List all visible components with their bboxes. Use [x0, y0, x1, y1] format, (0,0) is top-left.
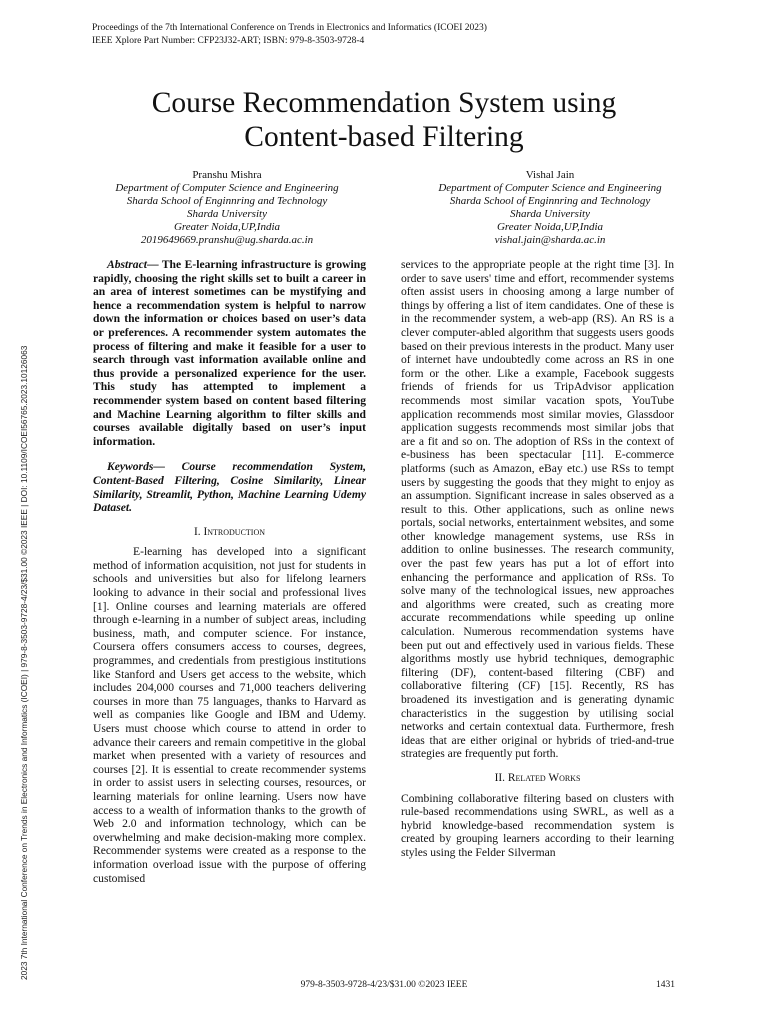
right-column: [401, 258, 674, 860]
conference-header: [92, 22, 487, 47]
author-univ: Sharda University: [510, 208, 590, 220]
introduction-continued: services to the appropriate people at the right time [3]. In order to save users' time and effort, recommender systems often assist users in choosing among a large number of things by offering a list of item candidates. One of these is in the recommender system, a web-app (RS). An RS is a clever computer-abled algorithm that suggests users goods based on their previous interests in the product. Many user of internet have undoubtedly come across an RS in one form or the other. Like a example, Facebook suggests friends of friends for us TripAdvisor application recommends most similar vacation spots, YouTube application recommends most similar movies, Glassdoor application suggests recommends most similar jobs that are a fit and so on. The adoption of RSs in the context of e-business has been spectacular [11]. E-commerce platforms (such as Amazon, eBay etc.) use RSs to tempt users by suggesting the goods that they might to enjoy as an assumption. Significant increase in sales observed as a result to this. Other applications, such as online news portals, social networks, entertainment websites, and some other knowledge management systems, use RSs in addition to online businesses. The research community, over the past few years has put a lot of effort into enhancing the performance and application of RSs. To solve many of the technological issues, new approaches and algorithms were created, such as creating more accurate recommendations while speeding up online calculation. Numerous recommendation systems have been put out and effectively used in various fields. These algorithms mostly use hybrid techniques, demographic filtering (DF), content-based filtering (CBF) and collaborative filtering (CF) [15]. Recently, RS has broadened its investigation and is generating dynamic characteristics in the suggestion by utilising social networks and certain contextual data. Furthermore, fresh ideas that are either original or hybrids of tried-and-true strategies are frequently put forth.: [401, 258, 674, 761]
author-name: Vishal Jain: [525, 169, 575, 181]
abstract: [93, 258, 366, 448]
author-city: Greater Noida,UP,India: [173, 221, 281, 233]
paper-title: [60, 86, 708, 154]
abstract-lead: Abstract: [107, 258, 147, 271]
author-school: Sharda School of Enginnring and Technology: [449, 195, 651, 207]
author-block-2: [395, 169, 705, 247]
author-univ: Sharda University: [187, 208, 267, 220]
title-line-1: Course Recommendation System using: [151, 87, 617, 119]
author-dept: Department of Computer Science and Engineering: [438, 182, 662, 194]
section-heading-introduction: I. Introduction: [193, 525, 266, 538]
author-email[interactable]: vishal.jain@sharda.ac.in: [494, 234, 606, 246]
left-column: [93, 258, 366, 885]
footer-copyright: 979-8-3503-9728-4/23/$31.00 ©2023 IEEE: [300, 980, 468, 990]
author-city: Greater Noida,UP,India: [496, 221, 604, 233]
keywords: Keywords— Course recommendation System, Content-Based Filtering, Cosine Similarity, Linear Similarity, Streamlit, Python, Machine Learning Udemy Dataset.: [93, 460, 366, 515]
abstract-text: — The E-learning infrastructure is growing rapidly, choosing the right skills set to built a career in an area of interest sometimes can be mystifying and hence a recommendation system is helpful to narrow down the information or choices based on user’s data or preferences. A recommender system automates the process of filtering and make it feasible for a user to search through vast information available online and thus provide a personalized experience for the user. This study has attempted to implement a recommender system based on content based filtering and Machine Learning algorithm to filter skills and courses available digitally based on user’s input information.: [93, 258, 366, 448]
author-school: Sharda School of Enginnring and Technology: [126, 195, 328, 207]
author-email[interactable]: 2019649669.pranshu@ug.sharda.ac.in: [140, 234, 314, 246]
author-name: Pranshu Mishra: [192, 169, 262, 181]
related-works-paragraph: Combining collaborative filtering based on clusters with rule-based recommendations using SWRL, as well as a hybrid knowledge-based recommendation system is created by grouping learners according to their learning styles using the Felder Silverman: [401, 791, 674, 859]
author-block-1: [72, 169, 382, 247]
author-dept: Department of Computer Science and Engineering: [115, 182, 339, 194]
introduction-paragraph: E-learning has developed into a significant method of information acquisition, not just for students in schools and universities but also for lifelong learners looking to advance in their social and professional lives [1]. Online courses and learning materials are offered through e-learning in a number of subject areas, including business, math, and computer science. For instance, Coursera offers consumers access to courses, degrees, programmes, and credentials from prestigious institutions like Stanford and Users get access to the website, which includes 204,000 courses and 71,000 teachers delivering courses in more than 75 languages, thanks to Harvard as well as companies like Google and IBM and Udemy. Users must choose which course to attend in order to advance their careers and remain competitive in the global market when presented with a variety of resources and courses [2]. It is essential to create recommender systems in order to assist users in selecting courses, resources, or learning materials for online learning. Users now have access to a wealth of information thanks to the growth of Web 2.0 and information technology, which can be overwhelming and make decision-making more complex. Recommender systems were created as a response to the information overload issue with the purpose of offering customised: [93, 545, 366, 885]
page-number: 1431: [656, 980, 675, 990]
conference-line: Proceedings of the 7th International Conference on Trends in Electronics and Informatics (ICOEI 2023): [92, 23, 487, 33]
side-doi-text: 2023 7th International Conference on Trends in Electronics and Informatics (ICOEI) | 979-8-3503-9728-4/23/$31.00 ©2023 IEEE | DOI: 10.1109/ICOEI56765.2023.10126063: [19, 345, 29, 980]
section-heading-related-works: II. Related Works: [494, 771, 581, 784]
isbn-line: IEEE Xplore Part Number: CFP23J32-ART; ISBN: 979-8-3503-9728-4: [92, 35, 365, 46]
title-line-2: Content-based Filtering: [244, 121, 524, 153]
